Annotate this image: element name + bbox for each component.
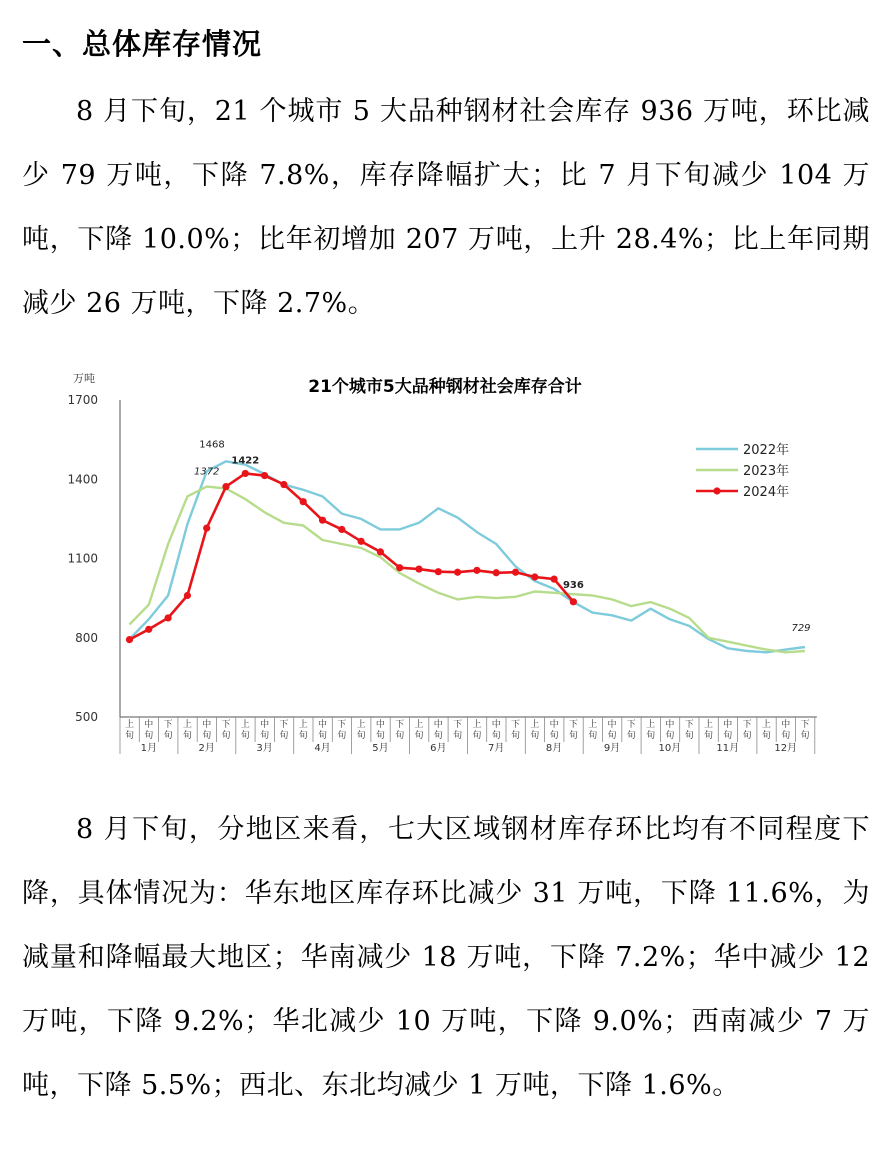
x-tick-label: 上 [182, 720, 192, 730]
y-tick-label: 1400 [67, 472, 98, 487]
x-tick-label: 下 [279, 720, 289, 730]
x-tick-label: 旬 [395, 731, 405, 741]
month-label: 11月 [716, 743, 740, 754]
data-point [493, 569, 500, 576]
x-tick-label: 旬 [588, 731, 598, 741]
data-point [165, 614, 172, 621]
data-point [261, 472, 268, 479]
x-tick-label: 旬 [453, 731, 463, 741]
x-tick-label: 上 [646, 720, 656, 730]
x-tick-label: 下 [163, 720, 173, 730]
data-point [145, 626, 152, 633]
x-tick-label: 中 [723, 720, 733, 730]
month-label: 7月 [488, 743, 505, 754]
month-label: 10月 [658, 743, 682, 754]
x-tick-label: 旬 [684, 731, 694, 741]
y-axis [67, 393, 120, 724]
x-tick-label: 旬 [414, 731, 424, 741]
x-tick-label: 中 [317, 720, 328, 730]
x-tick-label: 旬 [491, 731, 501, 741]
x-tick-label: 旬 [800, 731, 810, 741]
x-tick-label: 旬 [202, 731, 212, 741]
x-tick-label: 上 [530, 720, 540, 730]
x-tick-label: 旬 [298, 731, 308, 741]
x-tick-label: 旬 [221, 731, 231, 741]
data-label: 729 [791, 622, 811, 634]
x-tick-label: 下 [453, 720, 463, 730]
legend-marker [713, 487, 720, 494]
x-tick-label: 旬 [781, 731, 791, 741]
x-tick-label: 上 [703, 720, 714, 730]
x-tick-label: 旬 [240, 731, 250, 741]
x-tick-label: 中 [144, 720, 154, 730]
month-label: 9月 [603, 743, 621, 754]
x-tick-label: 旬 [356, 731, 366, 741]
y-tick-label: 500 [75, 710, 98, 724]
x-tick-label: 旬 [182, 731, 192, 741]
data-annotations [194, 439, 811, 634]
data-point [300, 498, 307, 505]
data-point [512, 569, 519, 576]
data-point [551, 576, 558, 583]
x-tick-label: 旬 [279, 731, 289, 741]
x-tick-label: 下 [510, 720, 521, 730]
x-tick-label: 中 [260, 720, 270, 730]
month-label: 1月 [140, 743, 157, 754]
x-tick-label: 中 [549, 720, 559, 730]
x-tick-label: 旬 [626, 731, 636, 741]
x-tick-label: 上 [472, 720, 482, 730]
chart-legend [696, 442, 789, 500]
x-tick-label: 中 [607, 720, 617, 730]
data-label: 1372 [193, 466, 220, 478]
month-label: 3月 [256, 743, 273, 754]
data-point [415, 565, 422, 572]
x-tick-label: 旬 [260, 731, 270, 741]
x-axis [120, 717, 817, 754]
month-label: 4月 [314, 743, 331, 754]
x-tick-label: 旬 [723, 731, 733, 741]
x-tick-label: 旬 [375, 731, 385, 741]
y-tick-label: 1700 [67, 393, 98, 407]
x-tick-label: 上 [240, 720, 250, 730]
regional-paragraph: 8 月下旬，分地区来看，七大区域钢材库存环比均有不同程度下降，具体情况为：华东地区库存环比减少 31 万吨，下降 11.6%，为减量和降幅最大地区；华南减少 18 万吨，下降 7.2%；华中减少 12 万吨，下降 9.2%；华北减少 10 万吨，下降 9.0%；西南减少 7 万吨，下降 5.5%；西北、东北均减少 1 万吨，下降 1.6%。 [22, 814, 870, 1101]
data-point [454, 569, 461, 576]
x-tick-label: 旬 [742, 731, 752, 741]
summary-paragraph: 8 月下旬，21 个城市 5 大品种钢材社会库存 936 万吨，环比减少 79 万吨，下降 7.8%，库存降幅扩大；比 7 月下旬减少 104 万吨，下降 10.0%；比年初增加 207 万吨，上升 28.4%；比上年同期减少 26 万吨，下降 2.7%。 [22, 96, 870, 319]
data-point [203, 525, 210, 532]
data-point [473, 567, 480, 574]
legend-label: 2023年 [743, 464, 790, 479]
legend-label: 2022年 [743, 443, 790, 458]
x-tick-label: 下 [800, 720, 810, 730]
x-tick-label: 中 [491, 720, 501, 730]
section-heading: 一、总体库存情况 [22, 27, 263, 61]
month-label: 12月 [774, 743, 798, 754]
month-label: 8月 [545, 743, 563, 754]
x-tick-label: 旬 [510, 731, 521, 741]
inventory-line-chart [60, 360, 830, 760]
x-tick-label: 中 [202, 720, 212, 730]
x-tick-label: 上 [761, 720, 771, 730]
x-tick-label: 旬 [607, 731, 617, 741]
x-tick-label: 上 [356, 720, 366, 730]
x-tick-label: 下 [626, 720, 636, 730]
data-point [435, 568, 442, 575]
data-label: 936 [562, 579, 584, 591]
data-point [358, 538, 365, 545]
x-tick-label: 旬 [144, 731, 154, 741]
data-point [126, 636, 133, 643]
x-tick-label: 下 [568, 720, 578, 730]
y-tick-label: 1100 [67, 551, 98, 566]
data-point [377, 548, 384, 555]
data-label: 1422 [231, 455, 260, 467]
legend-label: 2024年 [743, 485, 790, 500]
data-point [570, 598, 577, 605]
x-tick-label: 旬 [317, 731, 328, 741]
x-tick-label: 下 [684, 720, 694, 730]
x-tick-label: 下 [221, 720, 231, 730]
data-point [396, 564, 403, 571]
x-tick-label: 下 [395, 720, 405, 730]
x-tick-label: 中 [781, 720, 791, 730]
x-tick-label: 旬 [530, 731, 540, 741]
data-point [338, 526, 345, 533]
data-point [222, 483, 229, 490]
x-tick-label: 旬 [163, 731, 173, 741]
data-point [280, 481, 287, 488]
x-tick-label: 旬 [703, 731, 714, 741]
x-tick-label: 中 [375, 720, 385, 730]
y-tick-label: 800 [75, 630, 98, 645]
x-tick-label: 上 [414, 720, 424, 730]
x-tick-label: 旬 [646, 731, 656, 741]
x-tick-label: 上 [588, 720, 598, 730]
x-tick-label: 旬 [472, 731, 482, 741]
data-point [319, 517, 326, 524]
month-label: 6月 [430, 743, 447, 754]
x-tick-label: 旬 [665, 731, 675, 741]
month-label: 2月 [198, 743, 215, 754]
x-tick-label: 下 [742, 720, 752, 730]
x-tick-label: 旬 [761, 731, 771, 741]
x-tick-label: 上 [298, 720, 308, 730]
month-label: 5月 [372, 743, 389, 754]
data-label: 1468 [199, 439, 225, 451]
y-axis-unit-label: 万吨 [73, 372, 95, 385]
x-tick-label: 旬 [568, 731, 578, 741]
x-tick-label: 中 [665, 720, 675, 730]
data-point [184, 592, 191, 599]
x-tick-label: 上 [124, 720, 135, 730]
x-tick-label: 旬 [549, 731, 559, 741]
x-tick-label: 下 [337, 720, 347, 730]
x-tick-label: 中 [433, 720, 443, 730]
x-tick-label: 旬 [124, 731, 135, 741]
data-point [531, 573, 538, 580]
data-point [242, 470, 249, 477]
chart-title: 21个城市5大品种钢材社会库存合计 [308, 377, 582, 397]
series-line-2023年 [130, 487, 806, 653]
x-tick-label: 旬 [337, 731, 347, 741]
x-tick-label: 旬 [433, 731, 443, 741]
